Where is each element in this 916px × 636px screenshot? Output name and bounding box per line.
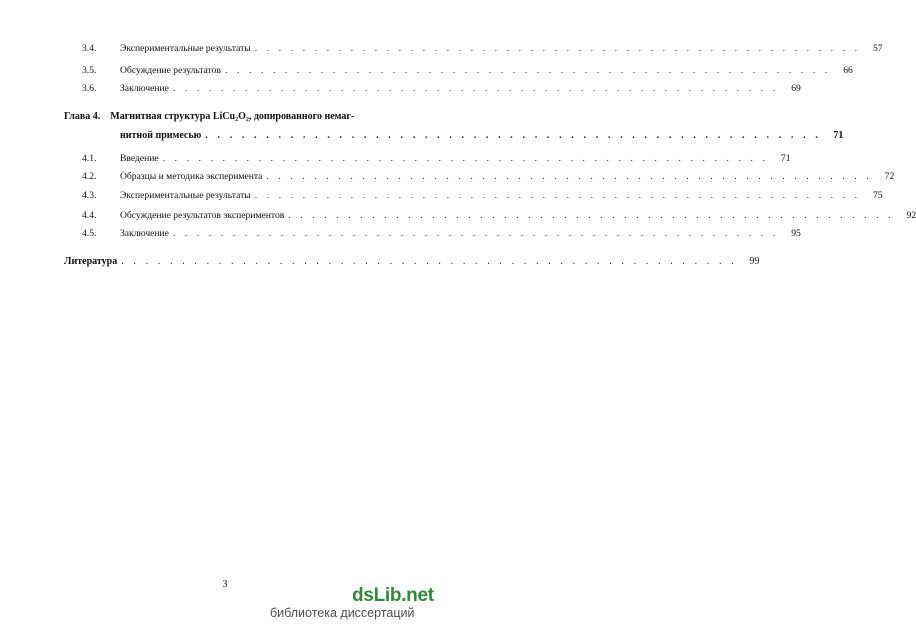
leader-dots: . . . . . . . . . . . . . . . . . . . . . . . . . . . . . . . . . . . . . . . . . . . . . . . . . . .	[254, 43, 861, 54]
leader-dots: . . . . . . . . . . . . . . . . . . . . . . . . . . . . . . . . . . . . . . . . . . . . . . . . . . .	[162, 153, 769, 164]
toc-entry-4-4[interactable]	[82, 210, 916, 222]
chapter-title-line1: Магнитная структура LiCu₂O₂, допированного немаг-	[110, 111, 355, 122]
toc-chapter-4-heading[interactable]	[64, 111, 429, 122]
chapter-label: Глава 4.	[64, 111, 101, 122]
section-title: Образцы и методика эксперимента	[120, 171, 263, 182]
section-number: 3.5.	[82, 65, 97, 76]
toc-entry-4-1[interactable]	[82, 153, 791, 165]
leader-dots: . . . . . . . . . . . . . . . . . . . . . . . . . . . . . . . . . . . . . . . . . . . . . . . . . . .	[266, 171, 873, 182]
section-number: 3.4.	[82, 43, 97, 54]
page-ref: 72	[884, 171, 895, 182]
leader-dots: . . . . . . . . . . . . . . . . . . . . . . . . . . . . . . . . . . . . . . . . . . . . . . . . . . .	[288, 210, 895, 221]
page-ref: 57	[873, 43, 883, 54]
page-ref: 69	[791, 83, 801, 94]
toc-entry-3-4[interactable]	[82, 43, 883, 55]
section-title: Заключение	[120, 228, 169, 239]
literature-title: Литература	[64, 256, 118, 267]
page-ref: 99	[749, 256, 760, 267]
section-title: Экспериментальные результаты	[120, 190, 251, 201]
toc-literature[interactable]	[64, 256, 760, 268]
page-ref: 95	[791, 228, 801, 239]
page-ref: 71	[780, 153, 791, 164]
logo-net: .net	[401, 585, 434, 606]
chapter-title-line2: нитной примесью	[120, 130, 202, 141]
leader-dots: . . . . . . . . . . . . . . . . . . . . . . . . . . . . . . . . . . . . . . . . . . . . . . . . . . .	[172, 228, 779, 239]
section-number: 4.4.	[82, 210, 97, 221]
watermark-logo[interactable]	[352, 585, 434, 607]
page-ref: 92	[906, 210, 916, 221]
watermark-text: библиотека диссертаций	[270, 606, 415, 620]
leader-dots: . . . . . . . . . . . . . . . . . . . . . . . . . . . . . . . . . . . . . . . . . . . . . . . . . . .	[224, 65, 831, 76]
leader-dots: . . . . . . . . . . . . . . . . . . . . . . . . . . . . . . . . . . . . . . . . . . . . . . . . . . .	[254, 190, 861, 201]
section-title: Введение	[120, 153, 159, 164]
page-ref: 71	[833, 130, 844, 141]
section-number: 4.2.	[82, 171, 97, 182]
section-number: 3.6.	[82, 83, 97, 94]
leader-dots: . . . . . . . . . . . . . . . . . . . . . . . . . . . . . . . . . . . . . . . . . . . . . . . . . . .	[205, 130, 822, 141]
toc-chapter-4-line2[interactable]	[120, 130, 844, 142]
logo-lib: Lib	[373, 585, 402, 606]
toc-entry-3-5[interactable]	[82, 65, 853, 77]
section-number: 4.5.	[82, 228, 97, 239]
toc-entry-3-6[interactable]	[82, 83, 801, 95]
section-title: Заключение	[120, 83, 169, 94]
leader-dots: . . . . . . . . . . . . . . . . . . . . . . . . . . . . . . . . . . . . . . . . . . . . . . . . . . .	[172, 83, 779, 94]
section-title: Обсуждение результатов	[120, 65, 221, 76]
toc-entry-4-5[interactable]	[82, 228, 801, 240]
section-title: Экспериментальные результаты	[120, 43, 251, 54]
leader-dots: . . . . . . . . . . . . . . . . . . . . . . . . . . . . . . . . . . . . . . . . . . . . . . . . . . .	[121, 256, 738, 267]
section-number: 4.1.	[82, 153, 97, 164]
section-number: 4.3.	[82, 190, 97, 201]
page-number: 3	[222, 579, 228, 590]
section-title: Обсуждение результатов экспериментов	[120, 210, 285, 221]
toc-entry-4-3[interactable]	[82, 190, 883, 202]
logo-ds: ds	[352, 585, 374, 606]
page-ref: 66	[843, 65, 853, 76]
page-ref: 75	[873, 190, 883, 201]
toc-entry-4-2[interactable]	[82, 171, 895, 183]
